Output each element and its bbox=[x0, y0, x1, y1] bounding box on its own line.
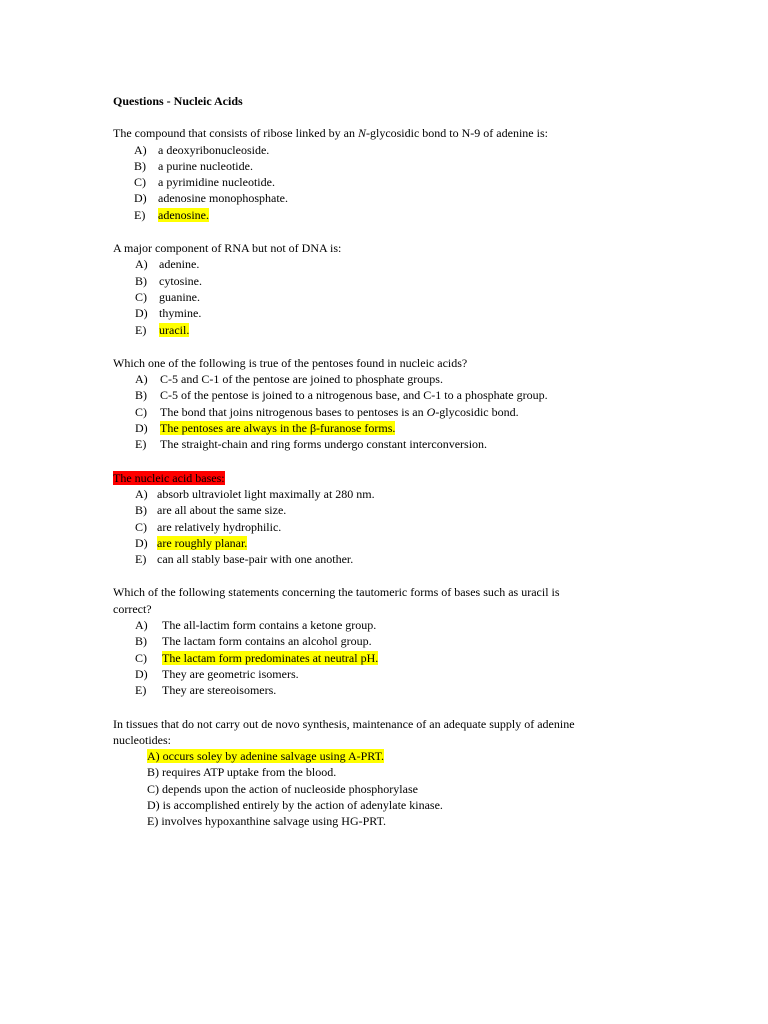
option-letter: A) bbox=[135, 257, 148, 272]
option-text: C-5 and C-1 of the pentose are joined to phosphate groups. bbox=[160, 372, 443, 387]
option-e: E) involves hypoxanthine salvage using HG-PRT. bbox=[147, 814, 387, 829]
option-b: B) requires ATP uptake from the blood. bbox=[147, 765, 337, 780]
question-stem: A major component of RNA but not of DNA is: bbox=[113, 241, 342, 256]
option-letter: E) bbox=[135, 683, 147, 698]
option-letter: C) bbox=[134, 175, 146, 190]
question-stem bbox=[113, 470, 643, 486]
question-3 bbox=[113, 355, 643, 453]
option-letter: D) bbox=[134, 191, 147, 206]
option-letter: D) bbox=[135, 421, 148, 436]
option-letter: B) bbox=[135, 503, 147, 518]
option-a bbox=[113, 748, 643, 764]
option-letter: B) bbox=[135, 273, 147, 288]
option-letter: B) bbox=[134, 158, 146, 173]
option-letter: E) bbox=[134, 207, 146, 222]
option-e bbox=[113, 207, 643, 223]
option-letter: A) bbox=[135, 618, 148, 633]
option-letter: C) bbox=[135, 404, 147, 419]
option-text: C-5 of the pentose is joined to a nitrogenous base, and C-1 to a phosphate group. bbox=[160, 388, 548, 403]
option-d bbox=[113, 420, 643, 436]
option-text: are relatively hydrophilic. bbox=[157, 519, 282, 534]
option-text: absorb ultraviolet light maximally at 280 nm. bbox=[157, 486, 375, 501]
option-text: a deoxyribonucleoside. bbox=[158, 142, 270, 157]
option-c bbox=[113, 650, 643, 666]
option-text: adenine. bbox=[159, 257, 200, 272]
option-letter: B) bbox=[135, 388, 147, 403]
option-c bbox=[113, 289, 643, 305]
option-text: -glycosidic bond. bbox=[435, 404, 519, 419]
option-text: The bond that joins nitrogenous bases to pentoses is an bbox=[160, 404, 427, 419]
option-letter: E) bbox=[135, 322, 147, 337]
question-2 bbox=[113, 240, 643, 338]
option-text: a purine nucleotide. bbox=[158, 158, 253, 173]
option-letter: D) bbox=[135, 535, 148, 550]
option-letter: D) bbox=[135, 666, 148, 681]
option-text: They are stereoisomers. bbox=[162, 683, 277, 698]
highlighted-answer: The lactam form predominates at neutral pH. bbox=[162, 650, 379, 665]
stem-text: -glycosidic bond to N-9 of adenine is: bbox=[365, 126, 548, 141]
option-a bbox=[113, 142, 643, 158]
option-d bbox=[113, 190, 643, 206]
option-e bbox=[113, 436, 643, 452]
option-text: They are geometric isomers. bbox=[162, 666, 299, 681]
option-e bbox=[113, 682, 643, 698]
question-6 bbox=[113, 716, 643, 830]
option-c bbox=[113, 519, 643, 535]
option-text: thymine. bbox=[159, 306, 202, 321]
stem-text: The compound that consists of ribose linked by an bbox=[113, 126, 358, 141]
question-stem: Which one of the following is true of the pentoses found in nucleic acids? bbox=[113, 355, 468, 370]
option-text: The straight-chain and ring forms undergo constant interconversion. bbox=[160, 437, 488, 452]
option-d bbox=[113, 666, 643, 682]
question-5 bbox=[113, 584, 643, 698]
option-letter: B) bbox=[135, 634, 147, 649]
option-a bbox=[113, 256, 643, 272]
option-text: The lactam form contains an alcohol group. bbox=[162, 634, 372, 649]
option-letter: E) bbox=[135, 437, 147, 452]
document-page bbox=[113, 93, 643, 847]
highlighted-answer: uracil. bbox=[159, 322, 190, 337]
question-1 bbox=[113, 125, 643, 223]
option-e bbox=[113, 551, 643, 567]
option-letter: C) bbox=[135, 289, 147, 304]
option-d: D) is accomplished entirely by the action of adenylate kinase. bbox=[147, 797, 443, 812]
option-letter: A) bbox=[135, 372, 148, 387]
page-title: Questions - Nucleic Acids bbox=[113, 94, 243, 108]
highlighted-stem: The nucleic acid bases: bbox=[113, 470, 225, 485]
option-a bbox=[113, 617, 643, 633]
option-letter: D) bbox=[135, 306, 148, 321]
option-text: cytosine. bbox=[159, 273, 202, 288]
option-letter: C) bbox=[135, 519, 147, 534]
highlighted-answer: A) occurs soley by adenine salvage using A-PRT. bbox=[147, 749, 385, 764]
option-c bbox=[113, 174, 643, 190]
question-4 bbox=[113, 470, 643, 568]
option-b bbox=[113, 387, 643, 403]
option-text: guanine. bbox=[159, 289, 200, 304]
stem-italic: N bbox=[357, 126, 366, 141]
question-stem-line: nucleotides: bbox=[113, 732, 171, 747]
option-e bbox=[113, 322, 643, 338]
option-letter: A) bbox=[134, 142, 147, 157]
highlighted-answer: adenosine. bbox=[158, 207, 209, 222]
option-text: adenosine monophosphate. bbox=[158, 191, 288, 206]
option-c: C) depends upon the action of nucleoside phosphorylase bbox=[147, 781, 418, 796]
option-d bbox=[113, 535, 643, 551]
option-b bbox=[113, 502, 643, 518]
option-text: can all stably base-pair with one another. bbox=[157, 552, 354, 567]
option-letter: E) bbox=[135, 552, 147, 567]
option-b bbox=[113, 158, 643, 174]
option-text: are all about the same size. bbox=[157, 503, 287, 518]
option-b bbox=[113, 633, 643, 649]
option-text: a pyrimidine nucleotide. bbox=[158, 175, 275, 190]
highlighted-answer: The pentoses are always in the β-furanose forms. bbox=[160, 421, 396, 436]
question-stem-line: In tissues that do not carry out de novo synthesis, maintenance of an adequate supply of adenine bbox=[113, 716, 575, 731]
option-c bbox=[113, 404, 643, 420]
question-stem-line: correct? bbox=[113, 601, 152, 616]
option-a bbox=[113, 486, 643, 502]
option-letter: C) bbox=[135, 650, 147, 665]
option-text: The all-lactim form contains a ketone group. bbox=[162, 618, 377, 633]
question-stem-line: Which of the following statements concerning the tautomeric forms of bases such as uracil is bbox=[113, 585, 560, 600]
option-italic: O bbox=[426, 404, 436, 419]
option-b bbox=[113, 273, 643, 289]
option-d bbox=[113, 305, 643, 321]
question-stem bbox=[113, 125, 643, 141]
option-a bbox=[113, 371, 643, 387]
highlighted-answer: are roughly planar. bbox=[157, 535, 248, 550]
option-letter: A) bbox=[135, 486, 148, 501]
